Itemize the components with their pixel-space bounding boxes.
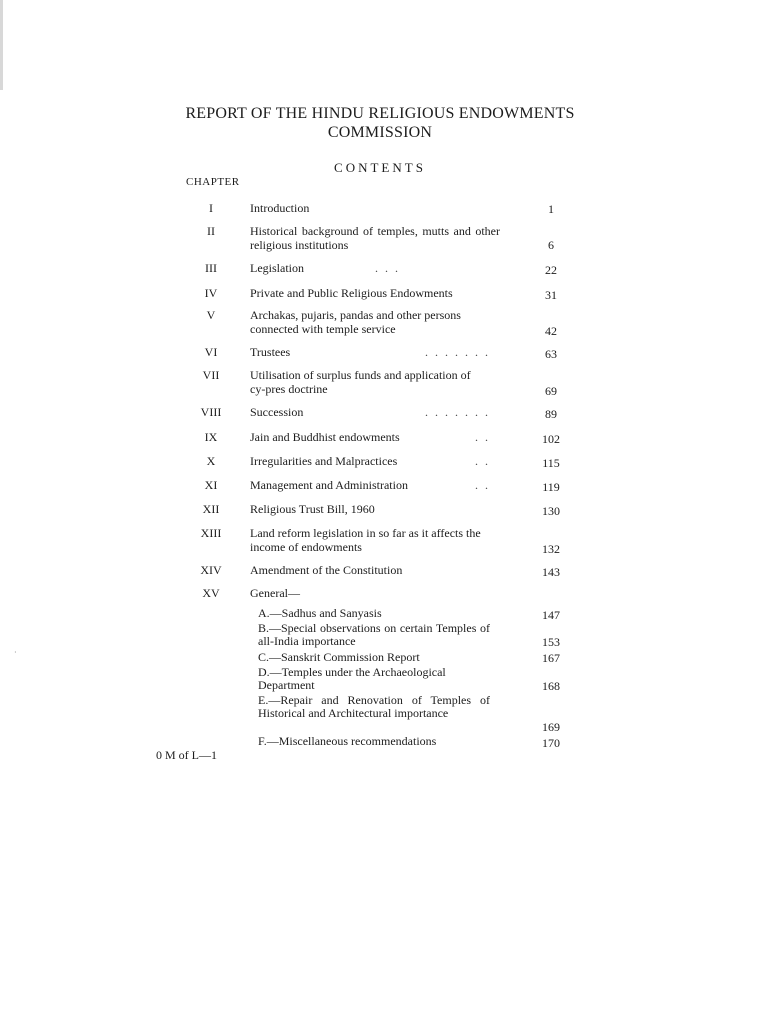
chapter-number: VI xyxy=(204,345,218,359)
chapter-number: VIII xyxy=(200,405,222,419)
leader-dots: . . xyxy=(475,430,490,444)
chapter-title: Succession xyxy=(250,405,304,419)
chapter-number: XI xyxy=(204,478,218,492)
chapter-number: VII xyxy=(202,368,220,382)
chapter-title: Amendment of the Constitution xyxy=(250,563,403,577)
contents-heading: CONTENTS xyxy=(334,160,426,175)
chapter-title: Private and Public Religious Endowments xyxy=(250,286,453,300)
leader-dots: . . . . . . . xyxy=(425,345,490,359)
subsection-title: B.—Special observations on certain Temples of all-India importance xyxy=(258,621,490,648)
leader-dots: . . xyxy=(475,454,490,468)
page-number: 63 xyxy=(545,347,557,361)
footer-code: 0 M of L—1 xyxy=(156,748,217,762)
page-number: 89 xyxy=(545,407,557,421)
chapter-title: Legislation xyxy=(250,261,304,275)
chapter-title: Management and Administration xyxy=(250,478,408,492)
chapter-title: Religious Trust Bill, 1960 xyxy=(250,502,375,516)
page-number: 168 xyxy=(542,679,560,693)
page-number: 130 xyxy=(542,504,560,518)
chapter-title: Historical background of temples, mutts and other religious institutions xyxy=(250,224,500,252)
page-number: 115 xyxy=(542,456,560,470)
chapter-number: III xyxy=(205,261,217,275)
leader-dots: . . xyxy=(475,478,490,492)
page-number: 132 xyxy=(542,542,560,556)
leader-dots: . . . . . . . xyxy=(425,405,490,419)
chapter-title: General— xyxy=(250,586,300,600)
chapter-number: XII xyxy=(202,502,220,516)
chapter-title: Introduction xyxy=(250,201,310,215)
subsection-title: F.—Miscellaneous recommendations xyxy=(258,734,437,748)
scan-speck: · xyxy=(14,648,17,657)
chapter-title: Trustees xyxy=(250,345,291,359)
subsection-title: A.—Sadhus and Sanyasis xyxy=(258,606,382,620)
subsection-title: D.—Temples under the Archaeological Department xyxy=(258,665,446,692)
page-number: 102 xyxy=(542,432,560,446)
chapter-title: Archakas, pujaris, pandas and other persons connected with temple service xyxy=(250,308,461,336)
page-number: 6 xyxy=(548,238,554,252)
page-number: 170 xyxy=(542,736,560,750)
chapter-title: Utilisation of surplus funds and application of cy-pres doctrine xyxy=(250,368,471,396)
page-number: 69 xyxy=(545,384,557,398)
page-number: 153 xyxy=(542,635,560,649)
page-number: 22 xyxy=(545,263,557,277)
scan-edge xyxy=(0,0,3,90)
page-number: 167 xyxy=(542,651,560,665)
subsection-title: C.—Sanskrit Commission Report xyxy=(258,650,420,664)
page-number: 31 xyxy=(545,288,557,302)
chapter-number: XIV xyxy=(200,563,222,577)
page-number: 143 xyxy=(542,565,560,579)
page-number: 1 xyxy=(548,202,554,216)
chapter-column-label: CHAPTER xyxy=(186,176,240,188)
report-title: REPORT OF THE HINDU RELIGIOUS ENDOWMENTS COMMISSION xyxy=(185,105,575,141)
chapter-number: X xyxy=(206,454,216,468)
chapter-number: V xyxy=(206,308,216,322)
page-number: 119 xyxy=(542,480,560,494)
page-number: 147 xyxy=(542,608,560,622)
chapter-title: Jain and Buddhist endowments xyxy=(250,430,400,444)
chapter-title: Irregularities and Malpractices xyxy=(250,454,398,468)
chapter-number: IX xyxy=(204,430,218,444)
chapter-number: I xyxy=(209,201,213,215)
chapter-number: XV xyxy=(202,586,220,600)
chapter-number: XIII xyxy=(200,526,222,540)
leader-dots: . . . xyxy=(375,261,400,275)
chapter-title: Land reform legislation in so far as it affects the income of endowments xyxy=(250,526,481,554)
chapter-number: II xyxy=(207,224,215,238)
page-number: 42 xyxy=(545,324,557,338)
subsection-title: E.—Repair and Renovation of Temples of Historical and Architectural importance xyxy=(258,693,490,720)
page-number: 169 xyxy=(542,720,560,734)
chapter-number: IV xyxy=(204,286,218,300)
